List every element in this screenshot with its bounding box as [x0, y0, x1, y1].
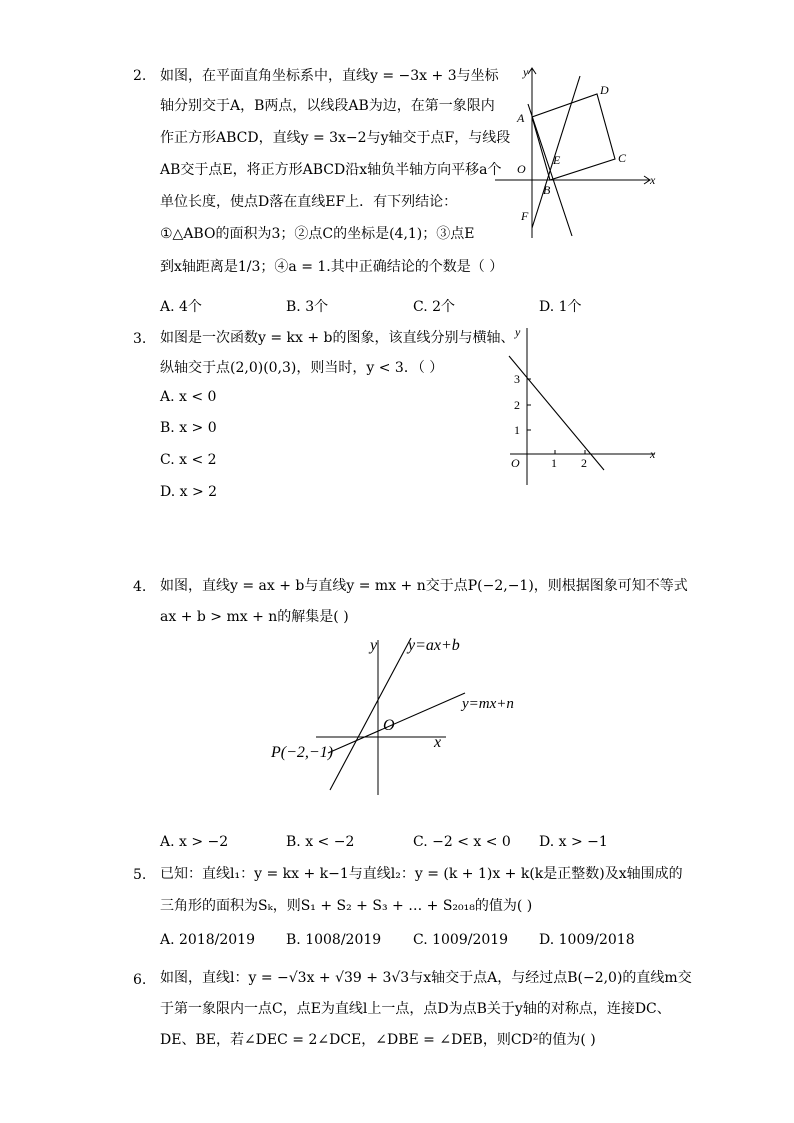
fig4-label-o: O: [383, 717, 395, 734]
fig3-tick-label-2: 2: [581, 456, 587, 470]
question-6-number: 6.: [133, 972, 147, 988]
fig3-tick-label-y1: 1: [514, 423, 520, 437]
question-5-line-1: 已知：直线l₁：y = kx + k−1与直线l₂：y = (k + 1)x + k(k是正整数)及x轴围成的: [160, 866, 683, 882]
fig2-label-f: F: [521, 209, 529, 223]
fig4-label-x: x: [434, 734, 442, 751]
question-6-line-3: DE、BE，若∠DEC = 2∠DCE，∠DBE = ∠DEB，则CD²的值为( ): [160, 1032, 596, 1048]
question-5-option-b[interactable]: B. 1008/2019: [286, 932, 382, 948]
question-2-line-2: 轴分别交于A，B两点，以线段AB为边，在第一象限内: [160, 98, 495, 114]
question-4-option-b[interactable]: B. x < −2: [286, 834, 355, 850]
fig2-label-a: A: [517, 111, 525, 125]
question-2-line-3: 作正方形ABCD，直线y = 3x−2与y轴交于点F，与线段: [160, 130, 511, 146]
fig3-label-o: O: [511, 456, 520, 470]
fig2-label-x: x: [650, 173, 656, 187]
question-3-option-c[interactable]: C. x < 2: [160, 452, 217, 468]
fig2-label-y: y: [523, 65, 529, 79]
question-6-line-1: 如图，直线l：y = −√3x + √39 + 3√3与x轴交于点A，与经过点B(−2,0)的直线m交: [160, 970, 692, 986]
fig2-label-b: B: [543, 183, 551, 197]
question-2-number: 2.: [133, 68, 147, 84]
question-3-option-b[interactable]: B. x > 0: [160, 420, 217, 436]
question-3-option-a[interactable]: A. x < 0: [160, 389, 217, 405]
question-2-line-7: 到x轴距离是1/3；④a = 1.其中正确结论的个数是（ ）: [160, 259, 504, 275]
fig2-label-c: C: [618, 151, 627, 165]
question-2-option-b[interactable]: B. 3个: [286, 299, 329, 315]
question-5-number: 5.: [133, 867, 147, 883]
question-5-option-d[interactable]: D. 1009/2018: [539, 932, 635, 948]
question-2-line-4: AB交于点E，将正方形ABCD沿x轴负半轴方向平移a个: [160, 162, 502, 178]
fig4-label-line1: y=ax+b: [408, 637, 460, 654]
fig4-label-line2: y=mx+n: [462, 696, 514, 712]
question-2-line-6: ①△ABO的面积为3；②点C的坐标是(4,1)；③点E: [160, 226, 475, 242]
question-2-option-d[interactable]: D. 1个: [539, 299, 582, 315]
question-3-line-2: 纵轴交于点(2,0)(0,3)，则当时，y < 3．（ ）: [160, 360, 444, 376]
fig4-label-y: y: [370, 637, 378, 654]
fig3-label-x: x: [650, 447, 656, 461]
question-3-line-1: 如图是一次函数y = kx + b的图象，该直线分别与横轴、: [160, 330, 515, 346]
question-5-line-2: 三角形的面积为Sₖ，则S₁ + S₂ + S₃ + … + S₂₀₁₈的值为( ): [160, 898, 533, 914]
question-4-figure: [268, 630, 538, 800]
fig3-tick-label-1: 1: [551, 456, 557, 470]
question-5-option-a[interactable]: A. 2018/2019: [160, 932, 255, 948]
square-abcd: [532, 94, 615, 180]
fig2-label-e: E: [553, 153, 561, 167]
question-4-option-c[interactable]: C. −2 < x < 0: [413, 834, 511, 850]
question-2-option-c[interactable]: C. 2个: [413, 299, 456, 315]
question-3-number: 3.: [133, 331, 147, 347]
question-2-line-5: 单位长度，使点D落在直线EF上．有下列结论：: [160, 194, 458, 210]
line-ef: [532, 76, 580, 228]
question-6-line-2: 于第一象限内一点C，点E为直线l上一点，点D为点B关于y轴的对称点，连接DC、: [160, 1001, 671, 1017]
question-4-option-a[interactable]: A. x > −2: [160, 834, 229, 850]
fig3-tick-label-y3: 3: [514, 372, 520, 386]
fig3-tick-label-y2: 2: [514, 398, 520, 412]
question-3-figure: [505, 320, 665, 490]
question-2-line-1: 如图，在平面直角坐标系中，直线y = −3x + 3与坐标: [160, 68, 499, 84]
question-4-line-2: ax + b > mx + n的解集是( ): [160, 609, 349, 625]
graph-line: [509, 356, 604, 470]
question-4-number: 4.: [133, 579, 147, 595]
line-mx-n: [328, 693, 465, 753]
question-3-option-d[interactable]: D. x > 2: [160, 484, 218, 500]
question-2-option-a[interactable]: A. 4个: [160, 299, 202, 315]
question-2-figure: [495, 60, 670, 245]
fig3-label-y: y: [515, 325, 521, 339]
fig2-label-d: D: [600, 83, 609, 97]
question-4-line-1: 如图，直线y = ax + b与直线y = mx + n交于点P(−2,−1)，则根据图象可知不等式: [160, 578, 688, 594]
fig4-label-p: P(−2,−1): [271, 744, 334, 761]
fig2-label-o: O: [517, 162, 526, 176]
question-5-option-c[interactable]: C. 1009/2019: [413, 932, 509, 948]
line-ax-b: [330, 638, 411, 790]
question-4-option-d[interactable]: D. x > −1: [539, 834, 608, 850]
